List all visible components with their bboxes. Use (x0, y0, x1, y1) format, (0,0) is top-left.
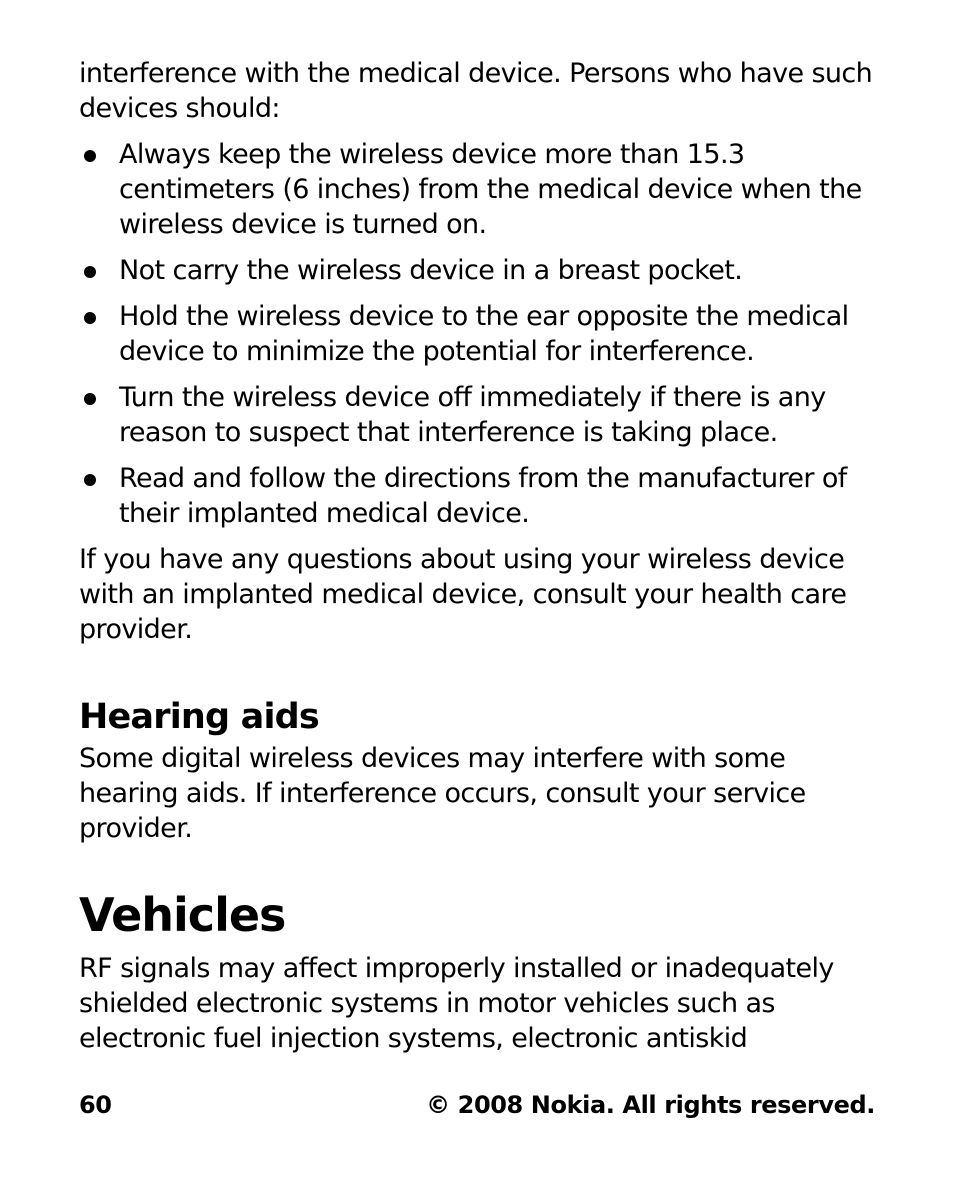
intro-paragraph: interference with the medical device. Persons who have such devices should: (79, 58, 873, 124)
copyright-notice: © 2008 Nokia. All rights reserved. (426, 1091, 875, 1119)
vehicles-heading: Vehicles (79, 888, 286, 942)
page-number: 60 (79, 1091, 112, 1119)
bullet-item (79, 253, 879, 288)
bullet-item (79, 137, 879, 242)
bullet-dot-icon (84, 393, 96, 405)
bullet-item (79, 299, 879, 369)
bullet-item (79, 461, 879, 531)
bullet-list (79, 137, 879, 531)
questions-paragraph: If you have any questions about using your wireless device with an implanted medical device, consult your health care provider. (79, 544, 847, 645)
bullet-text: Not carry the wireless device in a breast pocket. (119, 255, 743, 286)
document-page (79, 56, 879, 1056)
bullet-dot-icon (84, 266, 96, 278)
bullet-text: Hold the wireless device to the ear opposite the medical device to minimize the potential for interference. (119, 301, 849, 367)
bullet-text: Turn the wireless device off immediately if there is any reason to suspect that interference is taking place. (119, 382, 826, 448)
bullet-text: Always keep the wireless device more than 15.3 centimeters (6 inches) from the medical device when the wireless device is turned on. (119, 139, 862, 240)
bullet-text: Read and follow the directions from the manufacturer of their implanted medical device. (119, 463, 847, 529)
bullet-dot-icon (84, 312, 96, 324)
vehicles-paragraph: RF signals may affect improperly installed or inadequately shielded electronic systems in motor vehicles such as electronic fuel injection systems, electronic antiskid (79, 953, 834, 1054)
hearing-aids-heading: Hearing aids (79, 697, 319, 737)
bullet-item (79, 380, 879, 450)
bullet-dot-icon (84, 474, 96, 486)
bullet-dot-icon (84, 150, 96, 162)
hearing-aids-paragraph: Some digital wireless devices may interfere with some hearing aids. If interference occurs, consult your service provider. (79, 743, 806, 844)
